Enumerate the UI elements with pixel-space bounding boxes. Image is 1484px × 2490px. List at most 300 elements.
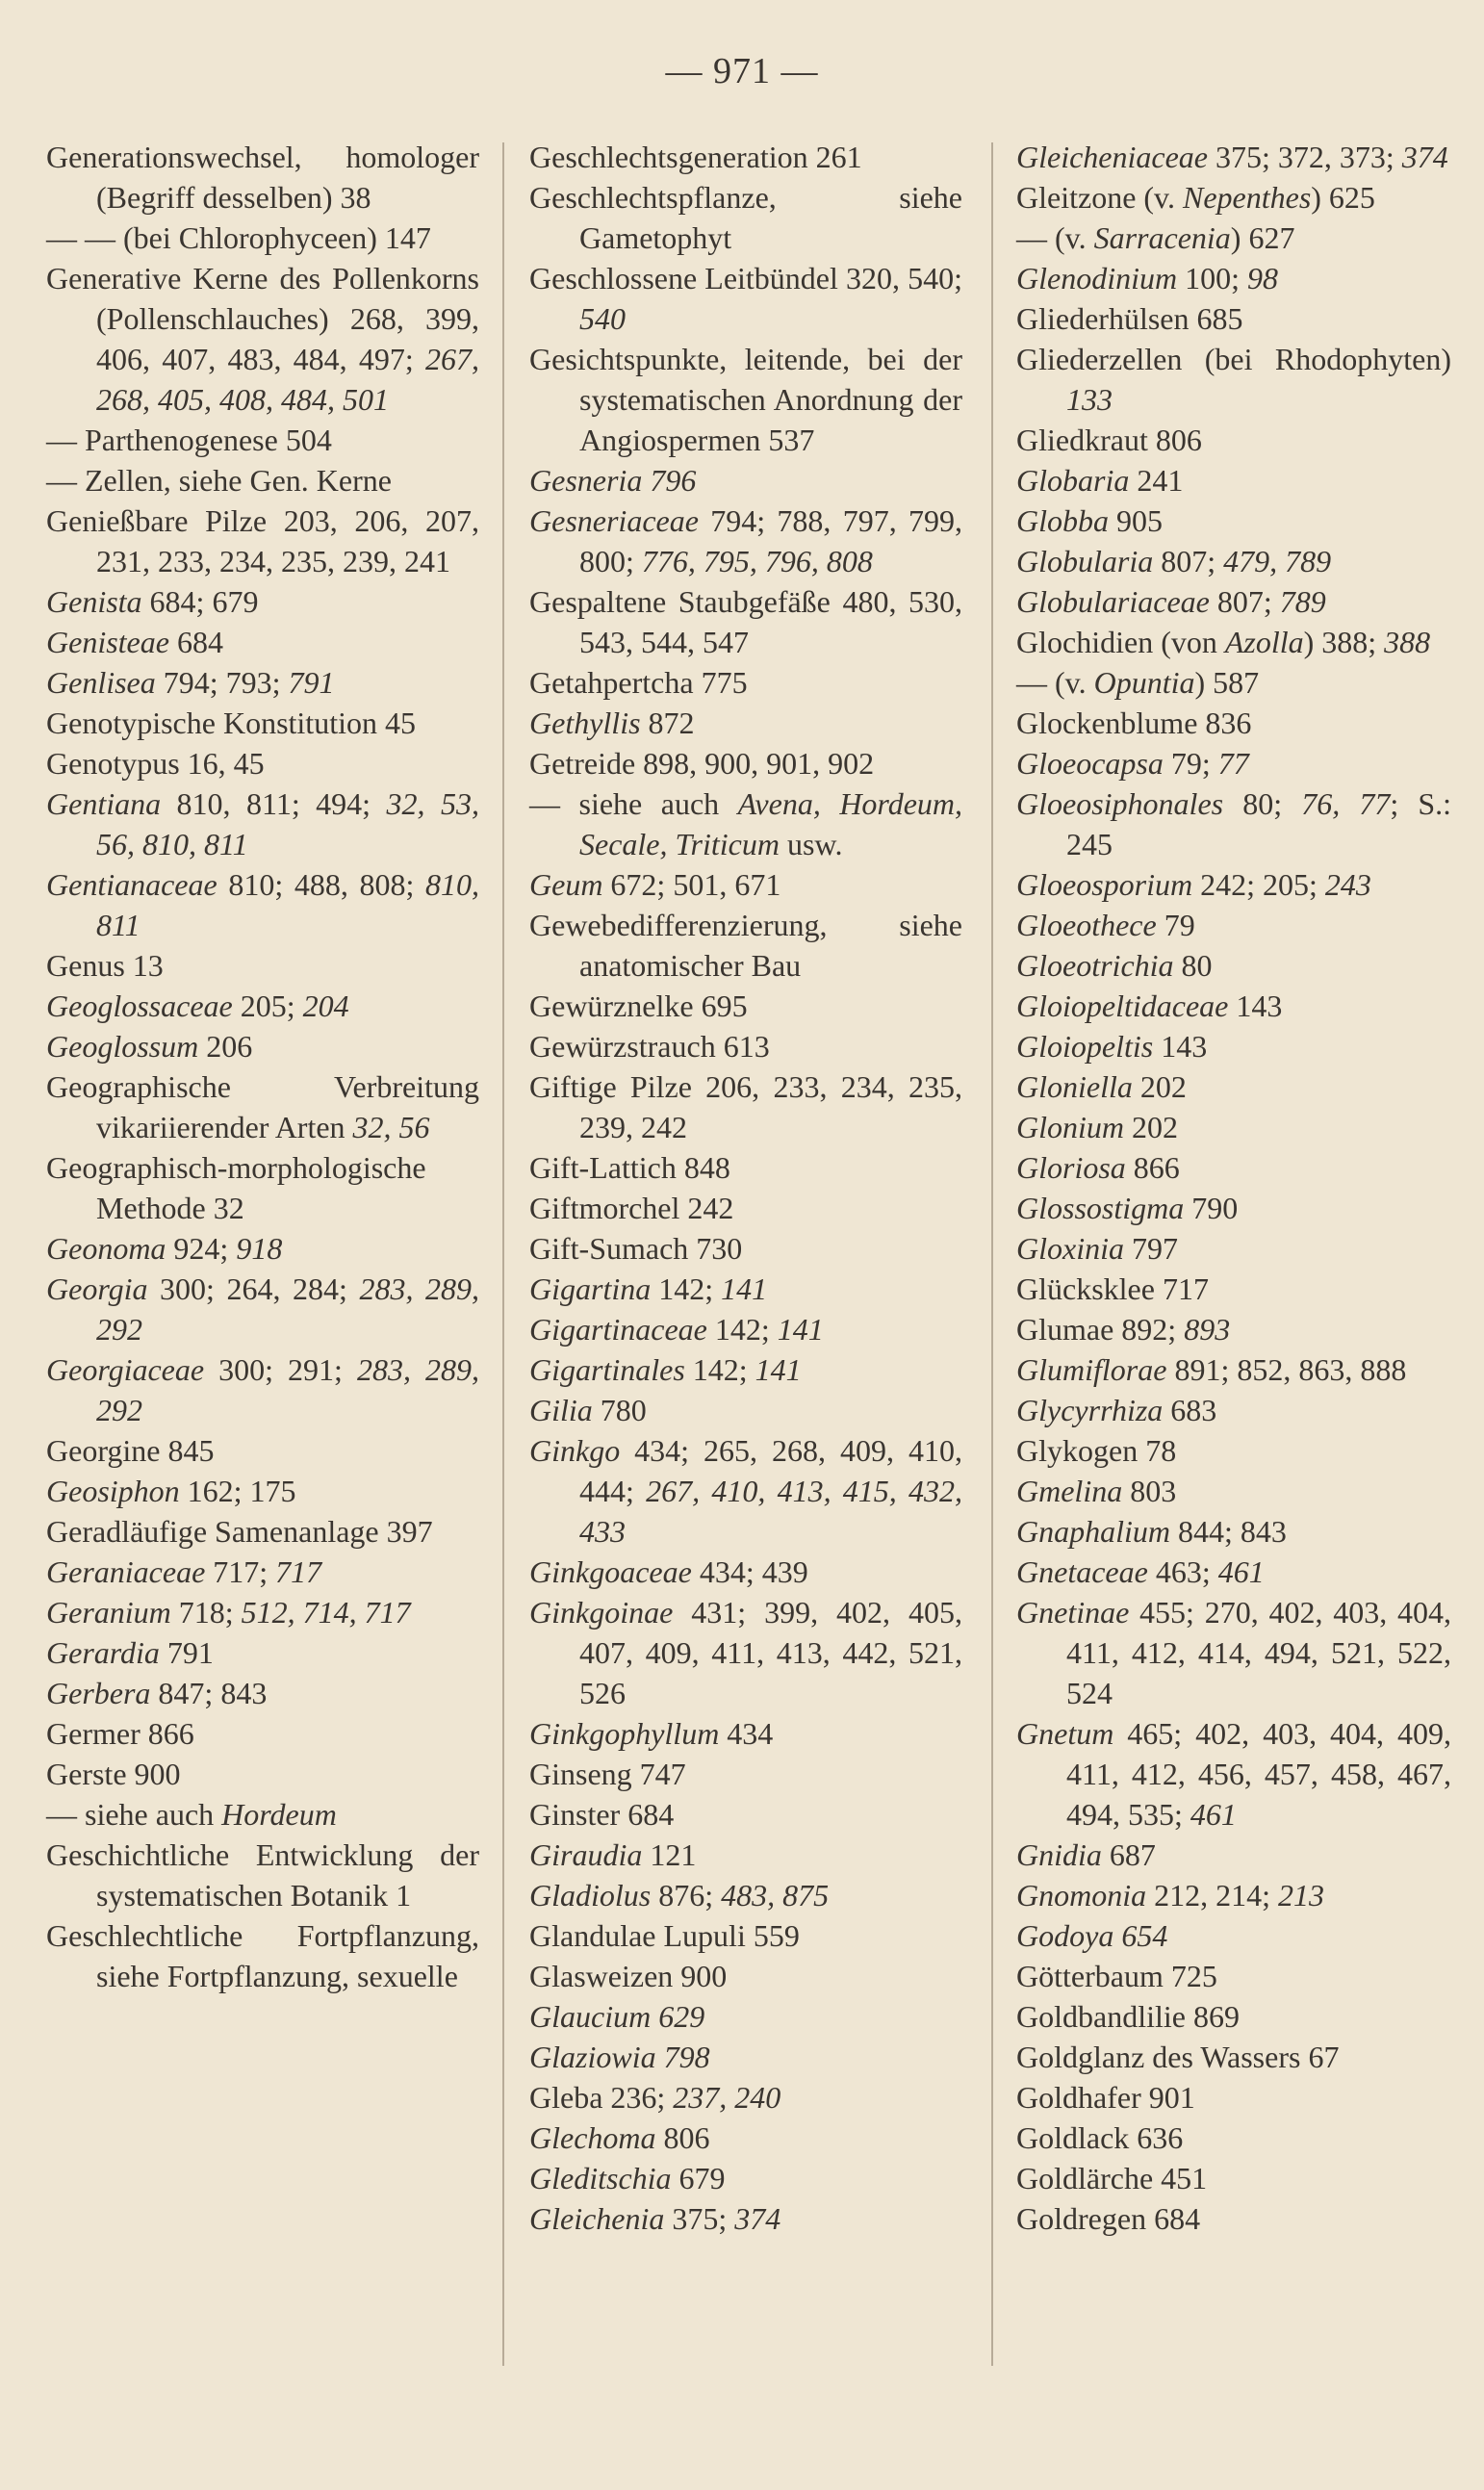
- column-divider: [502, 142, 504, 2366]
- entry-text: 797: [1123, 1231, 1178, 1266]
- taxon-name: Gnaphalium: [1016, 1514, 1170, 1549]
- index-entry: [46, 1471, 479, 1511]
- entry-text: ) 625: [1311, 180, 1375, 215]
- entry-text: 431; 399, 402, 405, 407, 409, 411, 413, 442, 521, 526: [579, 1595, 962, 1710]
- index-entry: [529, 1996, 962, 2037]
- taxon-name: Gloriosa: [1016, 1150, 1126, 1185]
- entry-text: Gliederhülsen 685: [1016, 301, 1243, 336]
- index-entry: [1016, 1552, 1451, 1592]
- entry-text: 202: [1124, 1110, 1178, 1144]
- taxon-name: Gesneriaceae: [529, 503, 699, 538]
- entry-text: 684: [168, 625, 223, 659]
- index-entry: [1016, 1713, 1451, 1835]
- index-entry: [1016, 1066, 1451, 1107]
- entry-text: 684; 679: [141, 584, 259, 619]
- index-entry: [1016, 177, 1451, 218]
- index-entry: [1016, 1309, 1451, 1349]
- page-number: — 971 —: [665, 51, 819, 91]
- entry-text: Ginseng 747: [529, 1757, 686, 1791]
- taxon-name: Gerardia: [46, 1635, 160, 1670]
- entry-text: Geradläufige Samenanlage 397: [46, 1514, 433, 1549]
- taxon-name: 237, 240: [673, 2080, 781, 2115]
- index-entry: [46, 258, 479, 420]
- index-entry: [1016, 1996, 1451, 2037]
- index-entry: [1016, 420, 1451, 460]
- taxon-name: 283, 289, 292: [96, 1271, 480, 1347]
- entry-text: 683: [1163, 1393, 1217, 1427]
- taxon-name: 32, 53, 56, 810, 811: [96, 786, 480, 861]
- entry-text: 794; 788, 797, 799, 800;: [579, 503, 962, 578]
- index-entry: [46, 1835, 479, 1915]
- entry-text: Genus 13: [46, 948, 164, 983]
- taxon-name: 461: [1190, 1797, 1237, 1832]
- taxon-name: Glenodinium: [1016, 261, 1178, 295]
- taxon-name: Gnetinae: [1016, 1595, 1130, 1630]
- taxon-name: 789: [1279, 584, 1326, 619]
- entry-text: 891; 852, 863, 888: [1166, 1352, 1407, 1387]
- entry-text: Gerste 900: [46, 1757, 181, 1791]
- taxon-name: Gigartina: [529, 1271, 652, 1306]
- entry-text: 794; 793;: [155, 665, 289, 700]
- taxon-name: Gentiana: [46, 786, 162, 821]
- index-entry: [529, 1430, 962, 1552]
- taxon-name: 796: [650, 463, 697, 498]
- entry-text: ) 388;: [1303, 625, 1385, 659]
- taxon-name: 918: [236, 1231, 283, 1266]
- index-entry: [529, 177, 962, 258]
- index-entry: [1016, 501, 1451, 541]
- entry-text: 924;: [166, 1231, 237, 1266]
- taxon-name: Glaziowia: [529, 2040, 656, 2074]
- taxon-name: Gilia: [529, 1393, 593, 1427]
- index-entry: [1016, 298, 1451, 339]
- taxon-name: Gigartinales: [529, 1352, 685, 1387]
- index-entry: [529, 581, 962, 662]
- index-entry: [1016, 1390, 1451, 1430]
- taxon-name: Genista: [46, 584, 142, 619]
- index-entry: [529, 1390, 962, 1430]
- entry-text: Geschlossene Leitbündel 320, 540;: [529, 261, 962, 295]
- index-entry: [1016, 1147, 1451, 1188]
- taxon-name: Geonoma: [46, 1231, 166, 1266]
- index-column-3: [1016, 137, 1451, 2239]
- entry-text: Glasweizen 900: [529, 1959, 728, 1993]
- index-column-1: [46, 137, 479, 1996]
- entry-text: 242; 205;: [1192, 867, 1325, 902]
- index-entry: [529, 2118, 962, 2158]
- taxon-name: Geoglossum: [46, 1029, 199, 1064]
- index-entry: [529, 2037, 962, 2077]
- taxon-name: 388: [1384, 625, 1431, 659]
- taxon-name: Gethyllis: [529, 706, 641, 740]
- entry-text: 375;: [664, 2201, 735, 2236]
- taxon-name: Gleichenia: [529, 2201, 665, 2236]
- entry-text: — Parthenogenese 504: [46, 423, 332, 457]
- entry-text: 142;: [684, 1352, 755, 1387]
- entry-text: 143: [1153, 1029, 1208, 1064]
- taxon-name: Gloniella: [1016, 1069, 1133, 1104]
- entry-text: 80: [1173, 948, 1213, 983]
- entry-text: Gliederzellen (bei Rhodophyten): [1016, 342, 1451, 376]
- taxon-name: 776, 795, 796, 808: [641, 544, 873, 578]
- entry-text: 212, 214;: [1146, 1878, 1278, 1912]
- entry-text: Georgine 845: [46, 1433, 215, 1468]
- taxon-name: 76, 77: [1301, 786, 1391, 821]
- entry-text: 79;: [1163, 746, 1218, 781]
- index-entry: [1016, 2158, 1451, 2198]
- entry-text: 205;: [232, 988, 303, 1023]
- index-entry: [529, 460, 962, 501]
- entry-text: Glumae 892;: [1016, 1312, 1185, 1347]
- taxon-name: 267, 410, 413, 415, 432, 433: [579, 1474, 963, 1549]
- taxon-name: Opuntia: [1093, 665, 1195, 700]
- index-entry: [529, 662, 962, 703]
- taxon-name: Ginkgoaceae: [529, 1554, 692, 1589]
- taxon-name: Georgiaceae: [46, 1352, 205, 1387]
- index-entry: [46, 1066, 479, 1147]
- taxon-name: 629: [658, 1999, 705, 2034]
- entry-text: — Zellen, siehe Gen. Kerne: [46, 463, 392, 498]
- entry-text: Goldhafer 901: [1016, 2080, 1195, 2115]
- index-entry: [529, 1309, 962, 1349]
- taxon-name: 141: [755, 1352, 802, 1387]
- index-entry: [1016, 1349, 1451, 1390]
- index-entry: [46, 1552, 479, 1592]
- taxon-name: 133: [1066, 382, 1113, 417]
- entry-text: Geschichtliche Entwicklung der systematischen Botanik 1: [46, 1837, 479, 1912]
- taxon-name: 512, 714, 717: [241, 1595, 411, 1630]
- index-entry: [529, 1835, 962, 1875]
- entry-text: Gift-Lattich 848: [529, 1150, 730, 1185]
- taxon-name: Gloeothece: [1016, 908, 1157, 942]
- taxon-name: 483, 875: [721, 1878, 830, 1912]
- index-entry: [1016, 2198, 1451, 2239]
- index-entry: [1016, 1107, 1451, 1147]
- taxon-name: Glaucium: [529, 1999, 652, 2034]
- entry-text: Gespaltene Staubgefäße 480, 530, 543, 544, 547: [529, 584, 962, 659]
- index-entry: [529, 1915, 962, 1956]
- index-entry: [1016, 1269, 1451, 1309]
- entry-text: Ginster 684: [529, 1797, 675, 1832]
- entry-text: — (v.: [1016, 220, 1094, 255]
- taxon-name: 798: [663, 2040, 710, 2074]
- entry-text: 847; 843: [150, 1676, 268, 1710]
- index-entry: [529, 1228, 962, 1269]
- entry-text: Gliedkraut 806: [1016, 423, 1202, 457]
- index-entry: [1016, 1875, 1451, 1915]
- entry-text: 905: [1109, 503, 1163, 538]
- index-entry: [46, 1511, 479, 1552]
- index-entry: [1016, 1592, 1451, 1713]
- index-entry: [46, 1794, 479, 1835]
- index-entry: [1016, 137, 1451, 177]
- index-entry: [529, 1956, 962, 1996]
- entry-text: Genotypische Konstitution 45: [46, 706, 416, 740]
- taxon-name: 374: [734, 2201, 781, 2236]
- index-entry: [46, 460, 479, 501]
- entry-text: Goldregen 684: [1016, 2201, 1201, 2236]
- taxon-name: 654: [1121, 1918, 1168, 1953]
- index-entry: [529, 339, 962, 460]
- entry-text: Glockenblume 836: [1016, 706, 1252, 740]
- entry-text: ) 587: [1194, 665, 1260, 700]
- entry-text: Gewürznelke 695: [529, 988, 748, 1023]
- index-entry: [1016, 622, 1451, 662]
- index-entry: [46, 1754, 479, 1794]
- taxon-name: Gloeosporium: [1016, 867, 1193, 902]
- entry-text: 672; 501, 671: [602, 867, 781, 902]
- entry-text: 810, 811; 494;: [161, 786, 387, 821]
- taxon-name: Giraudia: [529, 1837, 643, 1872]
- taxon-name: Gnomonia: [1016, 1878, 1147, 1912]
- index-entry: [46, 1349, 479, 1430]
- entry-text: 202: [1132, 1069, 1187, 1104]
- entry-text: Goldlärche 451: [1016, 2161, 1208, 2195]
- entry-text: Gewürzstrauch 613: [529, 1029, 770, 1064]
- taxon-name: Gloiopeltis: [1016, 1029, 1154, 1064]
- taxon-name: Gloiopeltidaceae: [1016, 988, 1229, 1023]
- index-entry: [1016, 1188, 1451, 1228]
- taxon-name: Geranium: [46, 1595, 171, 1630]
- taxon-name: Gnetaceae: [1016, 1554, 1148, 1589]
- entry-text: — (v.: [1016, 665, 1094, 700]
- taxon-name: Gloeocapsa: [1016, 746, 1164, 781]
- index-entry: [529, 1026, 962, 1066]
- taxon-name: Geraniaceae: [46, 1554, 206, 1589]
- taxon-name: 204: [302, 988, 349, 1023]
- index-entry: [1016, 541, 1451, 581]
- index-entry: [1016, 218, 1451, 258]
- index-entry: [46, 1147, 479, 1228]
- entry-text: 143: [1228, 988, 1283, 1023]
- entry-text: ; S.: 245: [1066, 786, 1451, 861]
- index-column-2: [529, 137, 962, 2239]
- entry-text: 80;: [1223, 786, 1302, 821]
- entry-text: Germer 866: [46, 1716, 194, 1751]
- index-entry: [529, 783, 962, 864]
- entry-text: Getahpertcha 775: [529, 665, 748, 700]
- index-entry: [529, 2198, 962, 2239]
- entry-text: Geschlechtspflanze, siehe Gametophyt: [529, 180, 962, 255]
- index-entry: [46, 622, 479, 662]
- entry-text: [656, 2040, 664, 2074]
- taxon-name: 283, 289, 292: [96, 1352, 480, 1427]
- taxon-name: 98: [1246, 261, 1278, 295]
- taxon-name: Azolla: [1224, 625, 1304, 659]
- index-entry: [46, 783, 479, 864]
- entry-text: 434; 265, 268, 409, 410, 444;: [579, 1433, 962, 1508]
- index-entry: [529, 1188, 962, 1228]
- index-entry: [46, 743, 479, 783]
- index-entry: [46, 1430, 479, 1471]
- entry-text: Glücksklee 717: [1016, 1271, 1209, 1306]
- taxon-name: Glycyrrhiza: [1016, 1393, 1164, 1427]
- entry-text: Geographisch-morphologische Methode 32: [46, 1150, 426, 1225]
- entry-text: Genießbare Pilze 203, 206, 207, 231, 233, 234, 235, 239, 241: [46, 503, 479, 578]
- index-entry: [46, 703, 479, 743]
- taxon-name: Gmelina: [1016, 1474, 1123, 1508]
- index-entry: [1016, 703, 1451, 743]
- entry-text: 206: [198, 1029, 253, 1064]
- taxon-name: Glonium: [1016, 1110, 1124, 1144]
- entry-text: 807;: [1209, 584, 1280, 619]
- index-entry: [46, 1592, 479, 1632]
- taxon-name: 810, 811: [96, 867, 479, 942]
- index-entry: [529, 1875, 962, 1915]
- entry-text: — siehe auch: [46, 1797, 222, 1832]
- taxon-name: Gnidia: [1016, 1837, 1102, 1872]
- entry-text: 241: [1129, 463, 1184, 498]
- index-entry: [1016, 1228, 1451, 1269]
- index-entry: [529, 2158, 962, 2198]
- taxon-name: Nepenthes: [1182, 180, 1312, 215]
- index-entry: [46, 662, 479, 703]
- taxon-name: 717: [275, 1554, 322, 1589]
- entry-text: Geographische Verbreitung vikariierender Arten: [46, 1069, 479, 1144]
- index-entry: [1016, 339, 1451, 420]
- entry-text: 300; 264, 284;: [147, 1271, 360, 1306]
- taxon-name: Geoglossaceae: [46, 988, 233, 1023]
- taxon-name: 141: [721, 1271, 768, 1306]
- index-entry: [529, 1754, 962, 1794]
- taxon-name: Sarracenia: [1093, 220, 1231, 255]
- index-entry: [46, 1026, 479, 1066]
- index-entry: [1016, 1471, 1451, 1511]
- taxon-name: 267, 268, 405, 408, 484, 501: [96, 342, 479, 417]
- index-entry: [529, 1349, 962, 1390]
- taxon-name: Gerbera: [46, 1676, 151, 1710]
- index-entry: [46, 420, 479, 460]
- index-entry: [46, 864, 479, 945]
- index-entry: [1016, 743, 1451, 783]
- index-entry: [46, 1632, 479, 1673]
- entry-text: 687: [1101, 1837, 1156, 1872]
- taxon-name: 374: [1401, 140, 1448, 174]
- taxon-name: 213: [1278, 1878, 1324, 1912]
- taxon-name: Gloeotrichia: [1016, 948, 1174, 983]
- index-entry: [1016, 864, 1451, 905]
- index-entry: [46, 137, 479, 218]
- index-entry: [1016, 1956, 1451, 1996]
- entry-text: 434; 439: [691, 1554, 808, 1589]
- entry-text: 463;: [1147, 1554, 1218, 1589]
- taxon-name: Globba: [1016, 503, 1109, 538]
- taxon-name: Gleicheniaceae: [1016, 140, 1208, 174]
- index-entry: [46, 218, 479, 258]
- index-entry: [1016, 581, 1451, 622]
- entry-text: Giftmorchel 242: [529, 1191, 734, 1225]
- index-entry: [529, 1794, 962, 1835]
- entry-text: Generative Kerne des Pollenkorns (Pollenschlauches) 268, 399, 406, 407, 483, 484, 497;: [46, 261, 479, 376]
- entry-text: 810; 488, 808;: [217, 867, 425, 902]
- entry-text: 121: [642, 1837, 697, 1872]
- taxon-name: Hordeum: [221, 1797, 337, 1832]
- entry-text: Glykogen 78: [1016, 1433, 1177, 1468]
- entry-text: Goldlack 636: [1016, 2120, 1184, 2155]
- entry-text: Gewebedifferenzierung, siehe anatomischer Bau: [529, 908, 962, 983]
- taxon-name: 540: [579, 301, 626, 336]
- entry-text: 162; 175: [179, 1474, 296, 1508]
- taxon-name: Ginkgoinae: [529, 1595, 674, 1630]
- taxon-name: 141: [777, 1312, 824, 1347]
- taxon-name: Gleditschia: [529, 2161, 672, 2195]
- entry-text: 100;: [1177, 261, 1247, 295]
- entry-text: Gesichtspunkte, leitende, bei der systematischen Anordnung der Angiospermen 537: [529, 342, 962, 457]
- taxon-name: 893: [1184, 1312, 1231, 1347]
- entry-text: 807;: [1153, 544, 1224, 578]
- taxon-name: 243: [1324, 867, 1371, 902]
- taxon-name: Genisteae: [46, 625, 169, 659]
- entry-text: Götterbaum 725: [1016, 1959, 1217, 1993]
- entry-text: 780: [592, 1393, 647, 1427]
- entry-text: — — (bei Chlorophyceen) 147: [46, 220, 431, 255]
- entry-text: 876;: [651, 1878, 722, 1912]
- taxon-name: Geosiphon: [46, 1474, 180, 1508]
- entry-text: 455; 270, 402, 403, 404, 411, 412, 414, 494, 521, 522, 524: [1066, 1595, 1451, 1710]
- entry-text: 717;: [205, 1554, 276, 1589]
- entry-text: Gift-Sumach 730: [529, 1231, 743, 1266]
- index-entry: [46, 986, 479, 1026]
- index-entry: [1016, 1430, 1451, 1471]
- index-entry: [1016, 2077, 1451, 2118]
- entry-text: 791: [159, 1635, 214, 1670]
- index-entry: [46, 501, 479, 581]
- index-entry: [46, 1673, 479, 1713]
- index-entry: [1016, 1511, 1451, 1552]
- column-divider: [991, 142, 993, 2366]
- entry-text: 434: [719, 1716, 774, 1751]
- entry-text: Geschlechtliche Fortpflanzung, siehe Fortpflanzung, sexuelle: [46, 1918, 479, 1993]
- taxon-name: Genlisea: [46, 665, 156, 700]
- index-entry: [1016, 460, 1451, 501]
- entry-text: 790: [1184, 1191, 1239, 1225]
- entry-text: Goldbandlilie 869: [1016, 1999, 1240, 2034]
- taxon-name: Gladiolus: [529, 1878, 652, 1912]
- index-entry: [1016, 1026, 1451, 1066]
- entry-text: Glandulae Lupuli 559: [529, 1918, 800, 1953]
- index-entry: [1016, 783, 1451, 864]
- index-entry: [529, 1147, 962, 1188]
- index-entry: [529, 1552, 962, 1592]
- index-entry: [1016, 2118, 1451, 2158]
- index-entry: [529, 986, 962, 1026]
- taxon-name: 32, 56: [352, 1110, 430, 1144]
- index-entry: [46, 945, 479, 986]
- index-entry: [529, 1713, 962, 1754]
- index-entry: [1016, 258, 1451, 298]
- taxon-name: Ginkgophyllum: [529, 1716, 720, 1751]
- index-entry: [46, 1915, 479, 1996]
- index-entry: [1016, 662, 1451, 703]
- taxon-name: Globularia: [1016, 544, 1154, 578]
- entry-text: 375; 372, 373;: [1208, 140, 1402, 174]
- index-entry: [529, 743, 962, 783]
- index-entry: [1016, 2037, 1451, 2077]
- index-entry: [529, 501, 962, 581]
- index-entry: [529, 1066, 962, 1147]
- entry-text: 142;: [651, 1271, 722, 1306]
- index-entry: [529, 905, 962, 986]
- taxon-name: Globaria: [1016, 463, 1130, 498]
- taxon-name: Godoya: [1016, 1918, 1114, 1953]
- index-entry: [1016, 905, 1451, 945]
- taxon-name: Georgia: [46, 1271, 148, 1306]
- entry-text: Getreide 898, 900, 901, 902: [529, 746, 875, 781]
- taxon-name: Gesneria: [529, 463, 643, 498]
- taxon-name: 77: [1217, 746, 1249, 781]
- entry-text: Genotypus 16, 45: [46, 746, 265, 781]
- taxon-name: Gigartinaceae: [529, 1312, 707, 1347]
